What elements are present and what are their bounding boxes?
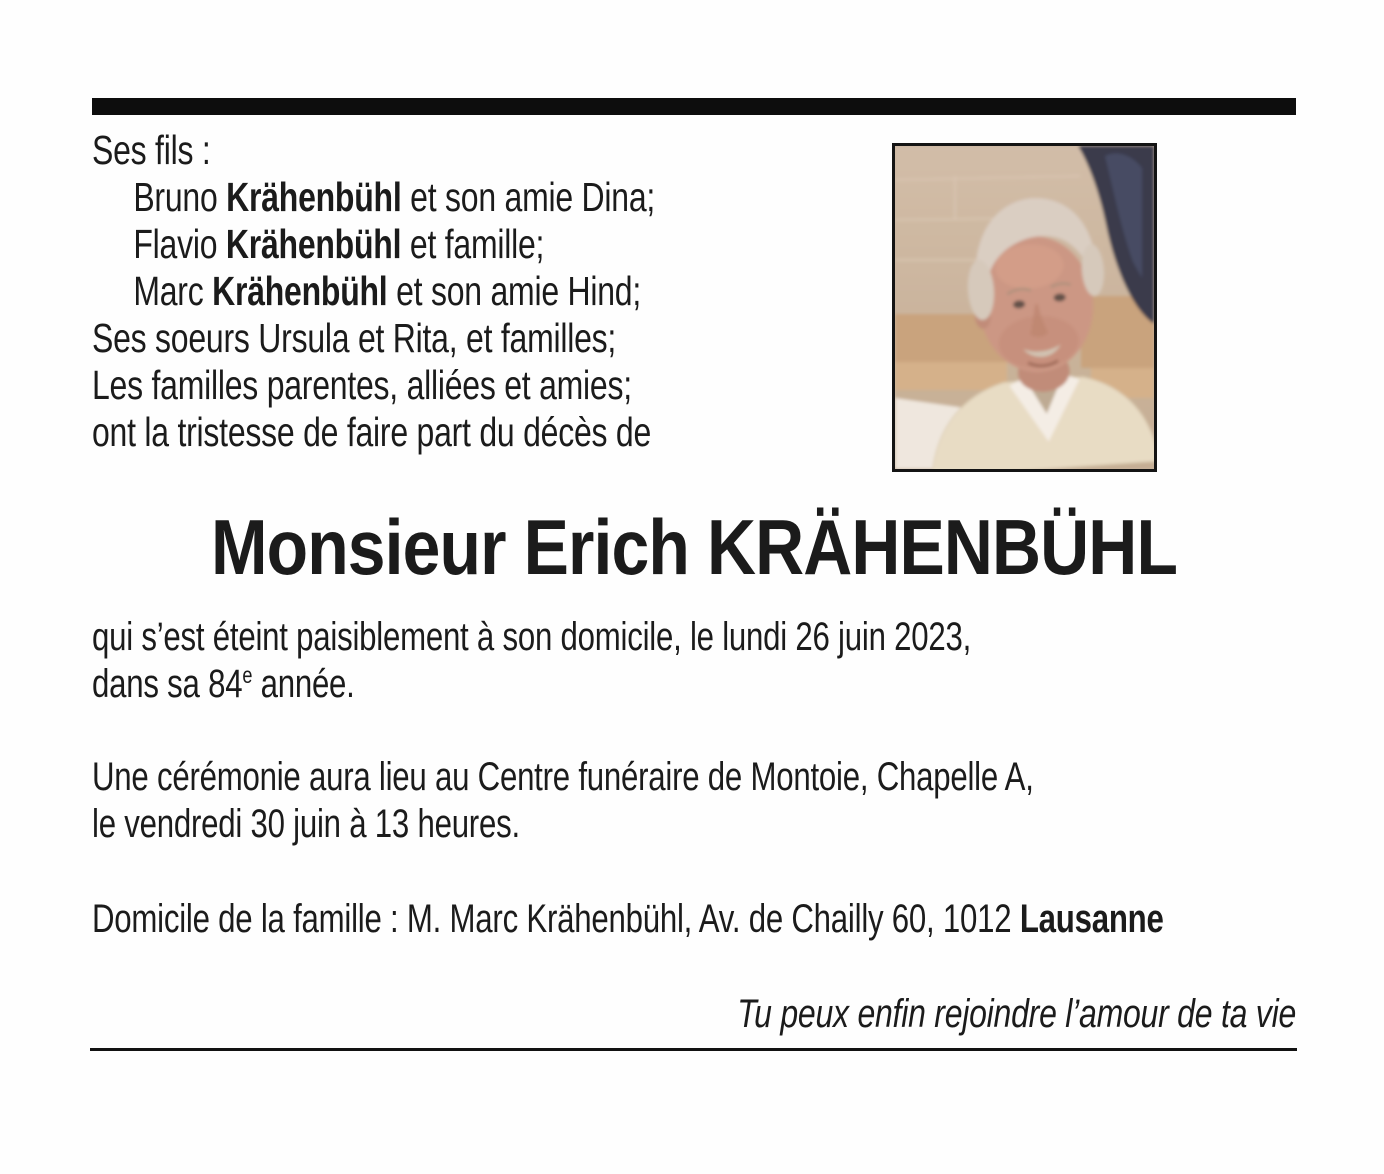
closing-quote: Tu peux enfin rejoindre l’amour de ta vie	[737, 992, 1296, 1036]
death-paragraph	[92, 614, 971, 713]
death-line-2-start: dans sa 84	[92, 662, 243, 706]
domicile-city: Lausanne	[1019, 897, 1164, 941]
death-line-2	[92, 661, 971, 713]
ceremony-line-1: Une cérémonie aura lieu au Centre funéraire de Montoie, Chapelle A,	[92, 755, 1034, 799]
son-surname: Krähenbühl	[226, 174, 402, 220]
son-line-rest: et famille;	[401, 221, 545, 267]
ceremony-paragraph	[92, 754, 1034, 848]
son-line	[92, 221, 655, 268]
bottom-rule	[90, 1048, 1297, 1051]
sisters-line: Ses soeurs Ursula et Rita, et familles;	[92, 315, 617, 361]
death-line-2-end: année.	[252, 662, 355, 706]
son-first-name: Marc	[133, 268, 213, 314]
son-first-name: Bruno	[133, 174, 227, 220]
top-rule	[92, 98, 1296, 115]
announce-line: ont la tristesse de faire part du décès de	[92, 409, 652, 455]
intro-heading: Ses fils :	[92, 127, 211, 173]
son-line	[92, 174, 655, 221]
son-line-rest: et son amie Dina;	[401, 174, 656, 220]
son-surname: Krähenbühl	[225, 221, 402, 267]
ceremony-line-2: le vendredi 30 juin à 13 heures.	[92, 802, 520, 846]
son-surname: Krähenbühl	[212, 268, 388, 314]
portrait-svg	[895, 146, 1154, 469]
domicile-line	[92, 896, 1164, 943]
age-ordinal-superscript: e	[242, 662, 253, 688]
portrait-photo	[892, 143, 1157, 472]
death-line-1: qui s’est éteint paisiblement à son domicile, le lundi 26 juin 2023,	[92, 615, 972, 659]
deceased-name-title: Monsieur Erich KRÄHENBÜHL	[210, 503, 1178, 591]
domicile-text: Domicile de la famille : M. Marc Krähenbühl, Av. de Chailly 60, 1012	[92, 897, 1020, 941]
son-first-name: Flavio	[133, 221, 226, 267]
photo-tone-overlay	[895, 146, 1154, 469]
families-line: Les familles parentes, alliées et amies;	[92, 362, 632, 408]
son-line	[92, 268, 655, 315]
son-line-rest: et son amie Hind;	[387, 268, 642, 314]
intro-paragraph	[92, 127, 655, 456]
